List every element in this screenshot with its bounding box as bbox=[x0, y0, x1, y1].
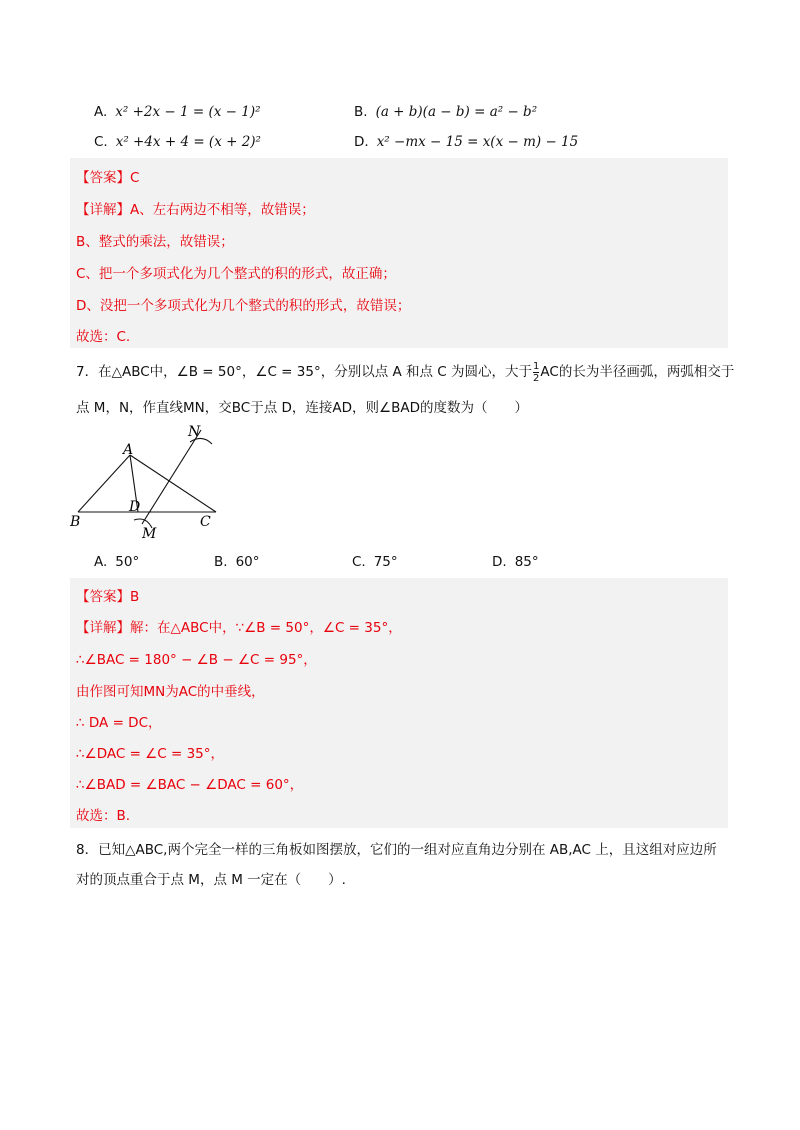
q7-triangle-figure bbox=[66, 420, 226, 550]
line-mn bbox=[142, 430, 201, 524]
q7-explanation-line: ∴ DA = DC， bbox=[76, 715, 162, 731]
side-ac bbox=[130, 455, 216, 512]
q7-explanation-line: ∴∠BAD = ∠BAC − ∠DAC = 60°， bbox=[76, 777, 304, 793]
label-m: M bbox=[142, 526, 157, 542]
label-d: D bbox=[129, 499, 141, 515]
q6-explanation-line: C、把一个多项式化为几个整式的积的形式，故正确； bbox=[76, 266, 396, 282]
q8-stem-line-1: 8．已知△ABC,两个完全一样的三角板如图摆放，它们的一组对应直角边分别在 AB,AC 上，且这组对应边所 bbox=[76, 842, 717, 858]
q7-option-b: B. 60° bbox=[214, 554, 260, 570]
q7-explanation-line: 故选：B. bbox=[76, 808, 131, 824]
q6-explanation-line: D、没把一个多项式化为几个整式的积的形式，故错误； bbox=[76, 298, 411, 314]
q7-option-a: A. 50° bbox=[94, 554, 140, 570]
q7-explanation-line: ∴∠DAC = ∠C = 35°， bbox=[76, 746, 225, 762]
label-c: C bbox=[200, 514, 211, 530]
fraction-one-half: $\frac{1}{2}$ bbox=[533, 360, 540, 384]
q7-option-c: C. 75° bbox=[352, 554, 398, 570]
q6-explanation-line: B、整式的乘法，故错误； bbox=[76, 234, 234, 250]
q7-answer-label: 【答案】B bbox=[76, 589, 140, 605]
label-b: B bbox=[70, 514, 81, 530]
q7-stem-line-1: 7．在△ABC中，∠B = 50°，∠C = 35°，分别以点 A 和点 C 为圆心，大于 $\frac{1}{2}$ AC的长为半径画弧，两弧相交于 bbox=[76, 360, 735, 384]
q7-explanation-line: 【详解】解：在△ABC中，∵∠B = 50°，∠C = 35°， bbox=[76, 620, 402, 636]
q6-option-c: C. x² +4x + 4 = (x + 2)² bbox=[94, 134, 261, 150]
q7-explanation-line: 由作图可知MN为AC的中垂线， bbox=[76, 684, 265, 700]
q6-answer-box bbox=[70, 158, 728, 348]
q7-explanation-line: ∴∠BAC = 180° − ∠B − ∠C = 95°， bbox=[76, 652, 317, 668]
q6-option-d: D. x² −mx − 15 = x(x − m) − 15 bbox=[354, 134, 579, 150]
q6-explanation-line: 【详解】A、左右两边不相等，故错误； bbox=[76, 202, 315, 218]
label-n: N bbox=[188, 424, 201, 440]
side-ab bbox=[78, 455, 130, 512]
q7-answer-box bbox=[70, 578, 728, 828]
q7-stem-line-2: 点 M，N，作直线MN，交BC于点 D，连接AD，则∠BAD的度数为（ ） bbox=[76, 400, 529, 416]
q6-option-b: B. (a + b)(a − b) = a² − b² bbox=[354, 104, 538, 120]
q6-answer-label: 【答案】C bbox=[76, 170, 140, 186]
label-a: A bbox=[123, 442, 134, 458]
q6-option-a: A. x² +2x − 1 = (x − 1)² bbox=[94, 104, 261, 120]
q7-option-d: D. 85° bbox=[492, 554, 539, 570]
q6-explanation-line: 故选：C. bbox=[76, 329, 131, 345]
q8-stem-line-2: 对的顶点重合于点 M，点 M 一定在（ ）. bbox=[76, 872, 346, 888]
